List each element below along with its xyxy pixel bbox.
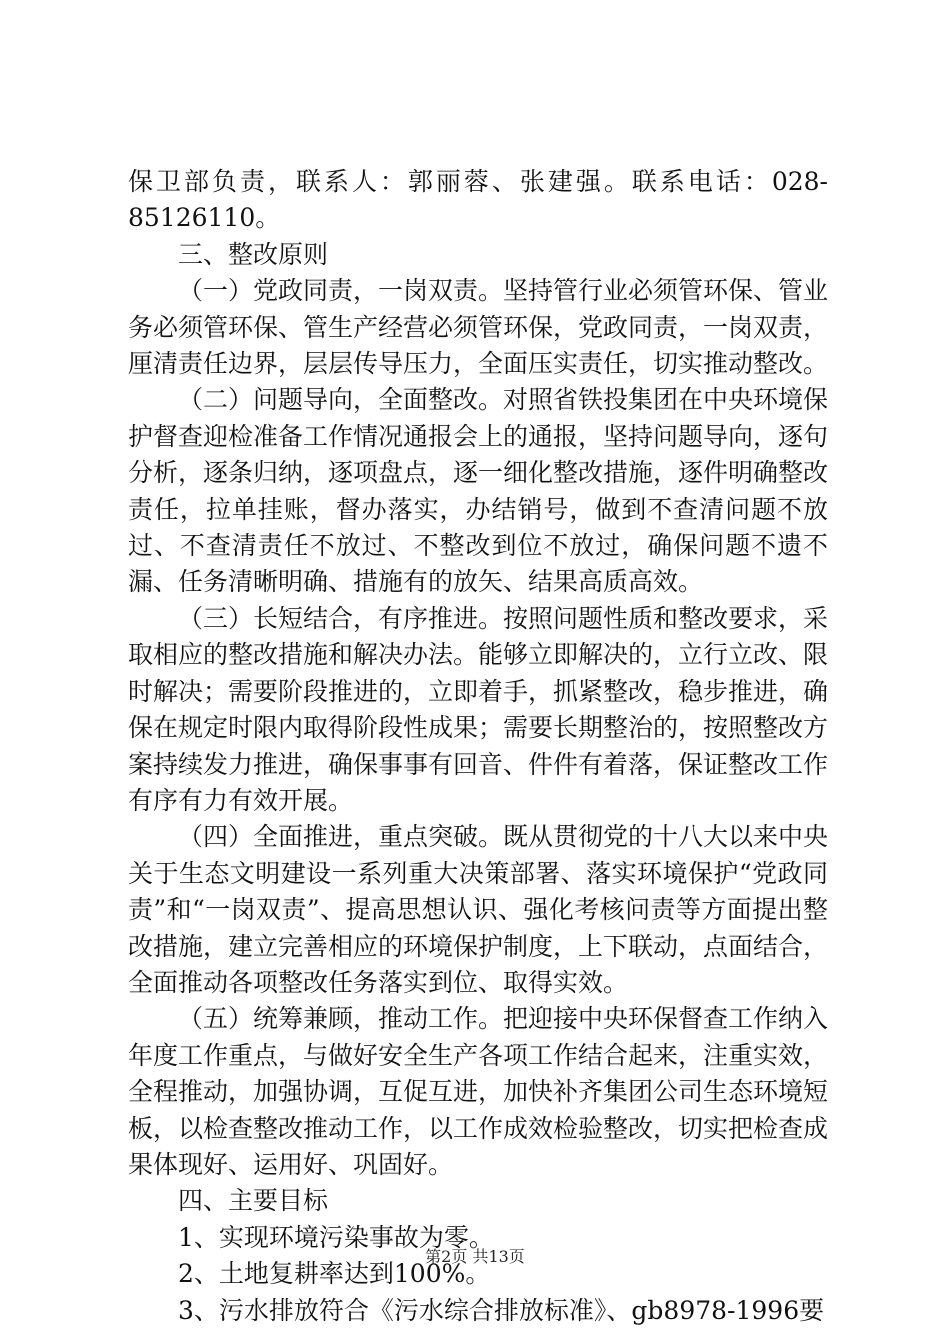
paragraph-principle-5: （五）统筹兼顾，推动工作。把迎接中央环保督查工作纳入年度工作重点，与做好安全生产各项工作结合起来，注重实效，全程推动，加强协调，互促互进，加快补齐集团公司生态环境短板，以检查整改推动工作，以工作成效检验整改，切实把检查成果体现好、运用好、巩固好。: [128, 1004, 829, 1179]
section-heading-goals: 四、主要目标: [178, 1186, 329, 1216]
goal-item-2: 2、土地复耕率达到100%。: [178, 1259, 491, 1289]
paragraph-contact: 保卫部负责，联系人：郭丽蓉、张建强。联系电话：028-85126110。: [128, 167, 828, 233]
goal-item-3: 3、污水排放符合《污水综合排放标准》、gb8978-1996要: [178, 1295, 825, 1325]
section-heading-principles: 三、整改原则: [178, 239, 329, 269]
paragraph-principle-2: （二）问题导向，全面整改。对照省铁投集团在中央环境保护督查迎检准备工作情况通报会上的通报，坚持问题导向，逐句分析，逐条归纳，逐项盘点，逐一细化整改措施，逐件明确整改责任，拉单挂账，督办落实，办结销号，做到不查清问题不放过、不查清责任不放过、不整改到位不放过，确保问题不遗不漏、任务清晰明确、措施有的放矢、结果高质高效。: [128, 385, 829, 597]
goal-item-1: 1、实现环境污染事故为零。: [178, 1222, 494, 1252]
paragraph-principle-3: （三）长短结合，有序推进。按照问题性质和整改要求，采取相应的整改措施和解决办法。能够立即解决的，立行立改、限时解决；需要阶段推进的，立即着手，抓紧整改，稳步推进，确保在规定时限内取得阶段性成果；需要长期整治的，按照整改方案持续发力推进，确保事事有回音、件件有着落，保证整改工作有序有力有效开展。: [128, 603, 829, 815]
page-footer: 第2页 共13页: [425, 1247, 525, 1266]
paragraph-principle-1: （一）党政同责，一岗双责。坚持管行业必须管环保、管业务必须管环保、管生产经营必须管环保，党政同责，一岗双责，厘清责任边界，层层传导压力，全面压实责任，切实推动整改。: [128, 276, 829, 379]
paragraph-principle-4: （四）全面推进，重点突破。既从贯彻党的十八大以来中央关于生态文明建设一系列重大决策部署、落实环境保护“党政同责”和“一岗双责”、提高思想认识、强化考核问责等方面提出整改措施，建立完善相应的环境保护制度，上下联动，点面结合，全面推动各项整改任务落实到位、取得实效。: [128, 822, 829, 997]
document-body: [128, 164, 828, 1329]
